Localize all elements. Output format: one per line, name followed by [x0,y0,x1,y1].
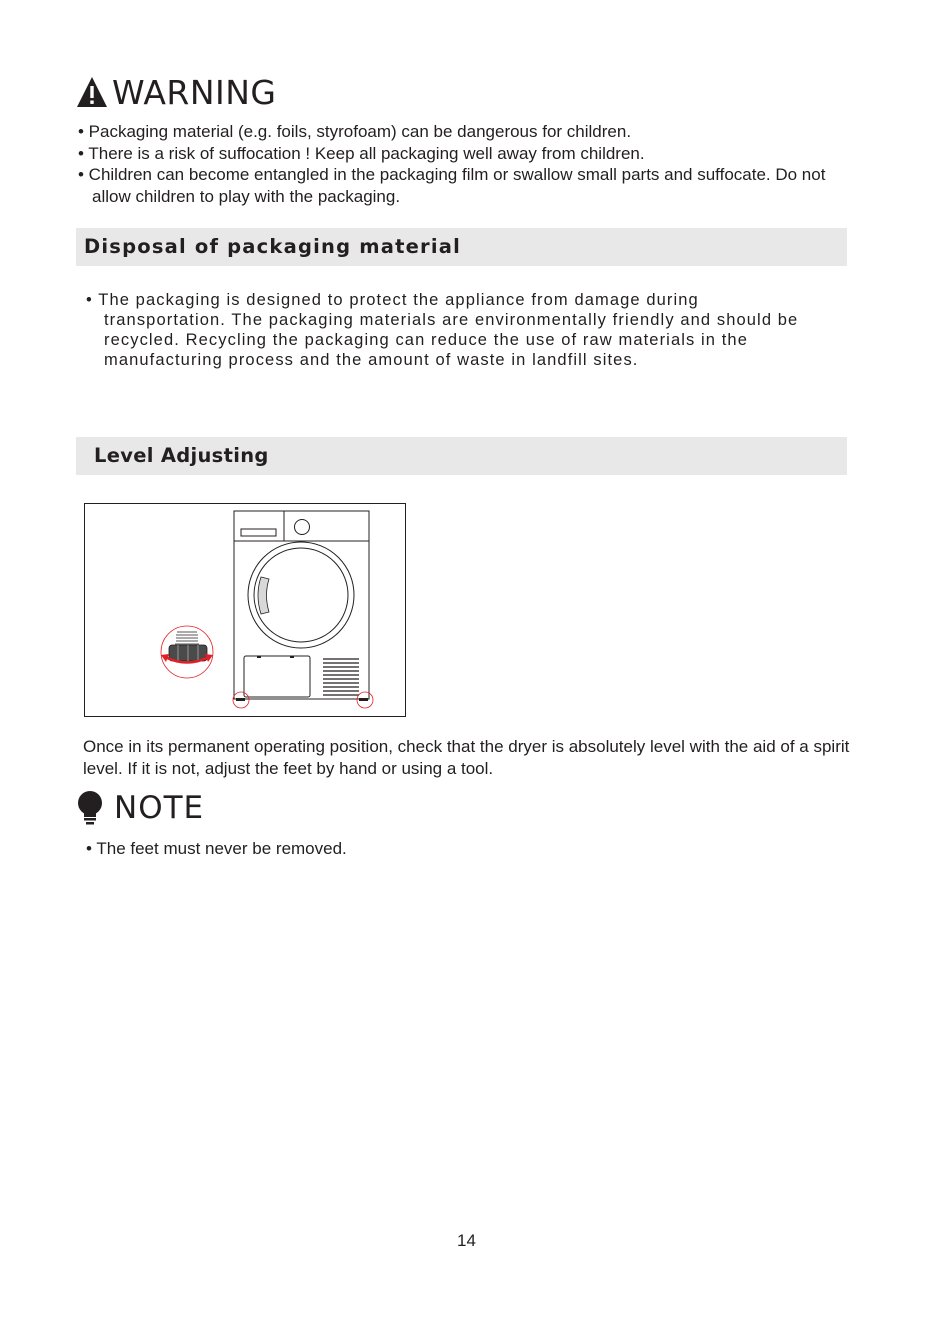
warning-item: • Packaging material (e.g. foils, styrofoam) can be dangerous for children. [78,122,632,141]
disposal-item: • The packaging is designed to protect the appliance from damage during transportation. The packaging materials are environmentally friendly and should be recycled. Recycling the packaging can reduce the use of raw materials in the manufacturing process and the amount of waste in landfill sites. [86,291,799,369]
warning-title: WARNING [112,72,277,112]
dryer-illustration [85,504,405,716]
note-heading [76,790,204,826]
level-section-title: Level Adjusting [94,444,269,467]
warning-item: • There is a risk of suffocation ! Keep all packaging well away from children. [78,143,645,163]
disposal-section-title: Disposal of packaging material [84,235,461,258]
note-item: • The feet must never be removed. [86,839,347,858]
warning-triangle-icon [76,76,108,108]
dryer-level-illustration [84,503,406,717]
level-adjusting-text: Once in its permanent operating position, check that the dryer is absolutely level with the aid of a spirit level. If it is not, adjust the feet by hand or using a tool. [83,737,850,778]
note-title: NOTE [114,790,205,826]
lightbulb-icon [76,791,104,825]
warning-list [78,121,838,207]
note-list [86,838,347,860]
disposal-section-header [76,228,847,266]
disposal-list [86,290,821,370]
warning-item: • Children can become entangled in the packaging film or swallow small parts and suffocate. Do not allow children to play with the packaging. [78,165,826,206]
page-number: 14 [457,1231,476,1250]
warning-heading [76,72,277,112]
level-section-header [76,437,847,475]
